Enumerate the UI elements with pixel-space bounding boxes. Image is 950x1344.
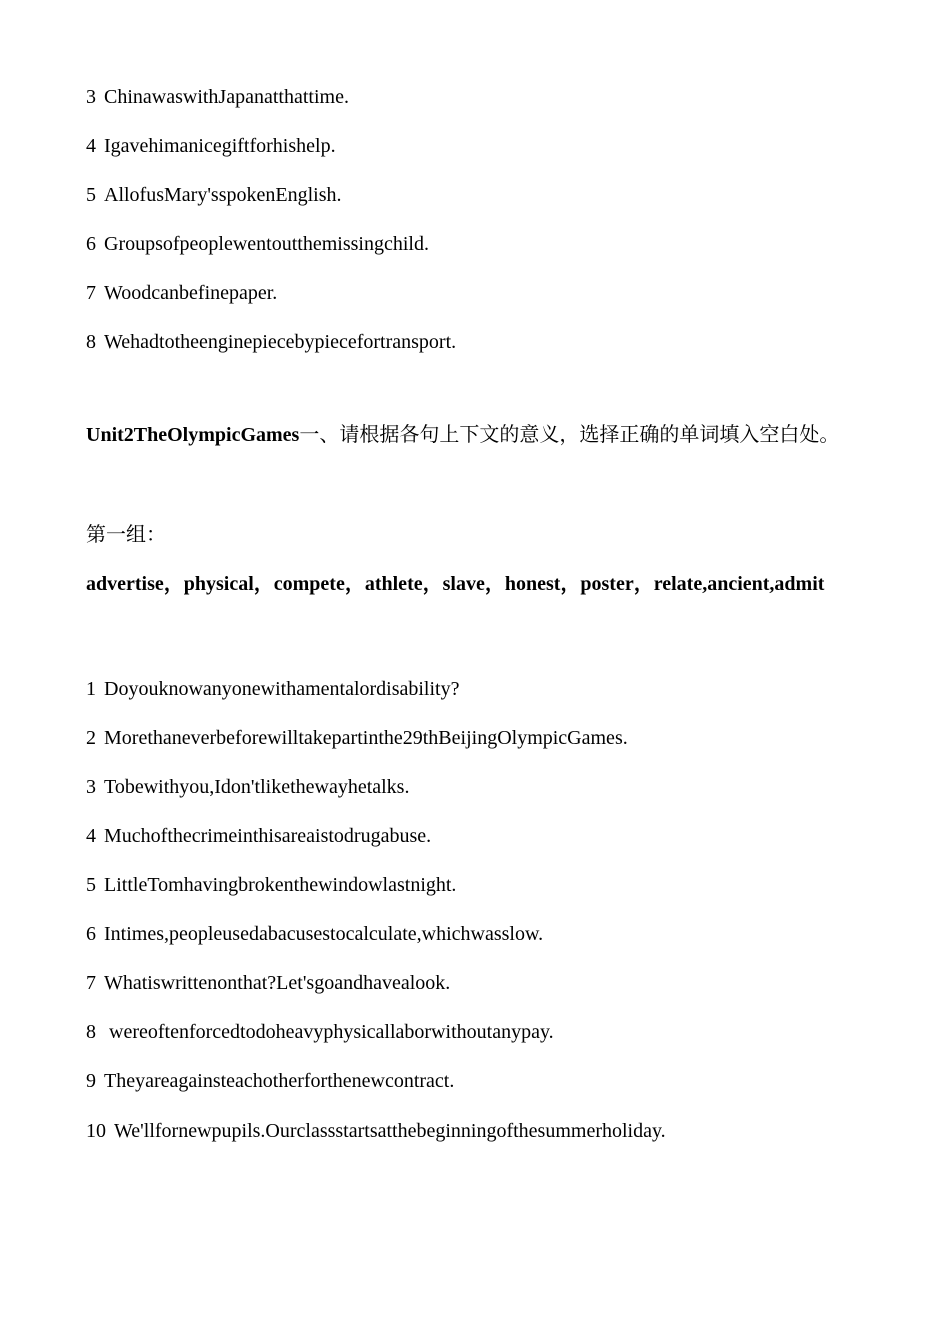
item-number: 5 [86,874,96,896]
item-number: 5 [86,184,96,206]
item-text: Igavehimanicegiftforhishelp. [104,135,336,157]
item-number: 3 [86,776,96,798]
list-item [86,971,450,995]
list-item [86,1069,454,1093]
item-number: 8 [86,331,96,353]
item-number: 10 [86,1120,106,1142]
item-text: Intimes,peopleusedabacusestocalculate,whichwasslow. [104,923,544,945]
item-number: 3 [86,86,96,108]
list-item [86,232,429,256]
item-number: 6 [86,233,96,255]
list-item [86,824,431,848]
word-bank: advertise，physical，compete，athlete，slave，honest，poster，relate,ancient,admit [86,573,825,595]
list-item [86,281,277,305]
section-heading [86,409,861,460]
item-text: LittleTomhavingbrokenthewindowlastnight. [104,874,457,896]
instruction-text: 一、请根据各句上下文的意义，选择正确的单词填入空白处。 [299,422,840,446]
item-text: Tobewithyou,Idon'tlikethewayhetalks. [104,776,410,798]
item-text: We'llfornewpupils.Ourclassstartsatthebeginningofthesummerholiday. [114,1120,666,1142]
item-text: Wehadtotheenginepiecebypiecefortransport. [104,331,457,353]
list-item [86,873,456,897]
item-text: Woodcanbefinepaper. [104,282,278,304]
item-text: AllofusMary'sspokenEnglish. [104,184,342,206]
group-label: 第一组： [86,522,166,546]
list-item [86,134,336,158]
item-number: 1 [86,678,96,700]
list-item [86,1020,554,1044]
item-number: 7 [86,282,96,304]
item-text: Doyouknowanyonewithamentalordisability? [104,678,460,700]
list-item [86,1119,666,1143]
item-text: Morethaneverbeforewilltakepartinthe29thBeijingOlympicGames. [104,727,628,749]
item-number: 9 [86,1070,96,1092]
item-text: Theyareagainsteachotherforthenewcontract. [104,1070,455,1092]
item-number: 4 [86,825,96,847]
item-number: 6 [86,923,96,945]
item-number: 4 [86,135,96,157]
item-number: 2 [86,727,96,749]
item-number: 7 [86,972,96,994]
list-item [86,775,409,799]
list-item [86,726,628,750]
item-text: ChinawaswithJapanatthattime. [104,86,349,108]
item-number: 8 [86,1021,96,1043]
list-item [86,85,349,109]
list-item [86,330,456,354]
list-item [86,922,543,946]
list-item [86,183,341,207]
list-item [86,677,459,701]
item-text: Groupsofpeoplewentoutthemissingchild. [104,233,429,255]
item-text: wereoftenforcedtodoheavyphysicallaborwithoutanypay. [104,1021,554,1043]
item-text: Muchofthecrimeinthisareaistodrugabuse. [104,825,432,847]
unit-title: Unit2TheOlympicGames [86,424,300,446]
item-text: Whatiswrittenonthat?Let'sgoandhavealook. [104,972,451,994]
